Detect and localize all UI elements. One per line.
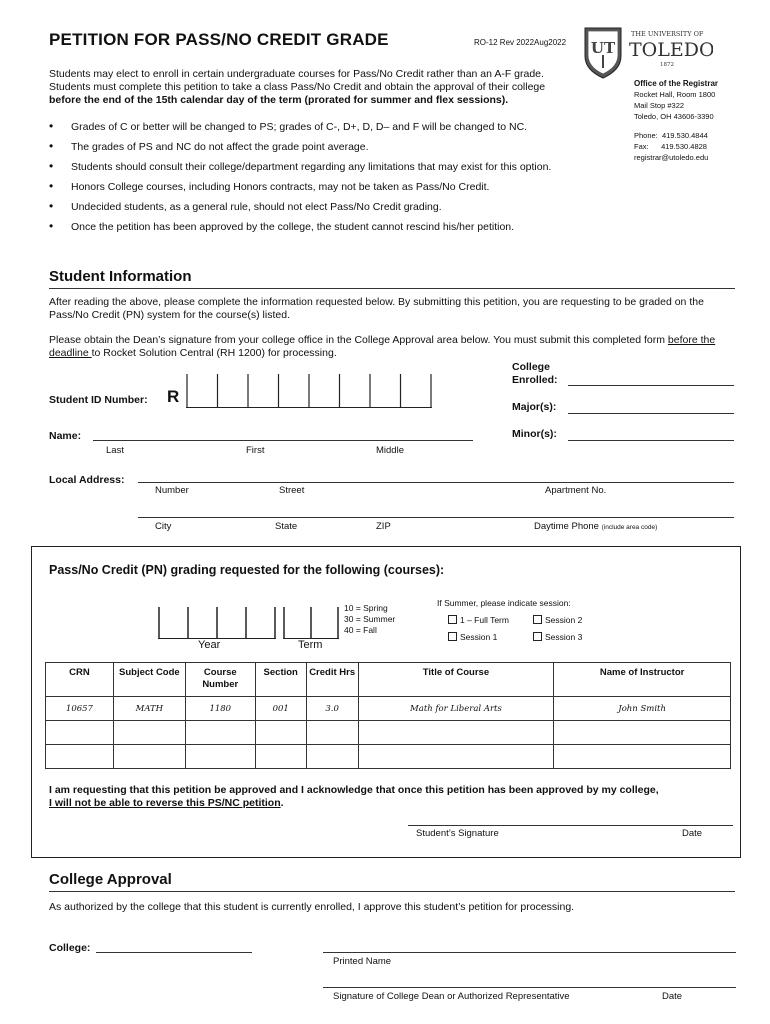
office-fax: Fax: 419.530.4828 <box>634 142 707 151</box>
addr-state-caption: State <box>275 521 298 532</box>
minor-input[interactable] <box>568 440 734 441</box>
major-label: Major(s): <box>512 401 557 413</box>
list-item: • Students should consult their college/department regarding any limitations that may exist for this option. <box>49 160 609 180</box>
col-title: Title of Course <box>358 663 554 697</box>
student-date-caption: Date <box>682 828 703 839</box>
list-item: • Honors College courses, including Honors contracts, may not be taken as Pass/No Credit. <box>49 180 609 200</box>
section-divider <box>49 891 735 892</box>
courses-table <box>45 662 731 769</box>
student-info-para2: Please obtain the Dean’s signature from your college office in the College Approval area below. You must submit this completed form before the deadline to Rocket Solution Central (RH 1200) for processing. <box>49 334 716 359</box>
student-info-heading: Student Information <box>49 268 192 285</box>
rules-list <box>49 120 609 240</box>
table-row <box>46 697 731 721</box>
office-line2: Mail Stop #322 <box>634 101 685 110</box>
cell-course-number[interactable] <box>185 721 255 745</box>
col-course-number: Course Number <box>185 663 255 697</box>
cell-subject[interactable] <box>113 745 185 769</box>
list-item: • Grades of C or better will be changed to PS; grades of C-, D+, D, D– and F will be changed to NC. <box>49 120 609 140</box>
cell-subject[interactable]: MATH <box>113 697 185 721</box>
session-3-option[interactable]: Session 3 <box>533 632 582 642</box>
logo-top-text: THE UNIVERSITY OF <box>631 30 704 38</box>
checkbox[interactable] <box>448 615 457 624</box>
section-divider <box>49 288 735 289</box>
office-line1: Rocket Hall, Room 1800 <box>634 90 716 99</box>
cell-section[interactable]: 001 <box>255 697 306 721</box>
term-input[interactable] <box>283 607 339 639</box>
col-instructor: Name of Instructor <box>554 663 731 697</box>
addr-apt-caption: Apartment No. <box>545 485 607 496</box>
cell-title[interactable] <box>358 721 554 745</box>
list-item: • Once the petition has been approved by the college, the student cannot rescind his/her petition. <box>49 220 609 240</box>
term-digit-boxes <box>283 607 339 639</box>
student-info-para1: After reading the above, please complete the information requested below. By submitting this petition, you are requesting to be graded on the Pass/No Credit (PN) system for the course(s) listed. <box>49 296 704 321</box>
cell-course-number[interactable] <box>185 745 255 769</box>
approval-text: As authorized by the college that this student is currently enrolled, I approve this student’s petition for processing. <box>49 901 575 913</box>
office-line3: Toledo, OH 43606-3390 <box>634 112 714 121</box>
college-label: College: <box>49 942 91 954</box>
dean-signature-input[interactable] <box>323 987 736 988</box>
checkbox[interactable] <box>533 615 542 624</box>
logo-year: 1872 <box>660 62 674 68</box>
term-caption: Term <box>298 639 323 651</box>
local-address-label: Local Address: <box>49 474 125 486</box>
logo-name: TOLEDO <box>629 39 713 61</box>
student-id-prefix: R <box>167 387 180 406</box>
registrar-office-info <box>634 78 718 163</box>
cell-instructor[interactable] <box>554 745 731 769</box>
intro-paragraph <box>49 68 569 107</box>
session-1-option[interactable]: Session 1 <box>448 632 497 642</box>
year-caption: Year <box>198 639 221 651</box>
col-credit-hrs: Credit Hrs <box>306 663 358 697</box>
intro-text: Students may elect to enroll in certain undergraduate courses for Pass/No Credit rather than an A-F grade. Students must complete this petition to take a class Pass/No Credit and obtain the approval of their college <box>49 68 546 93</box>
cell-subject[interactable] <box>113 721 185 745</box>
cell-section[interactable] <box>255 721 306 745</box>
cell-crn[interactable] <box>46 721 114 745</box>
college-enrolled-input[interactable] <box>568 385 734 386</box>
cell-credit[interactable]: 3.0 <box>306 697 358 721</box>
table-row <box>46 721 731 745</box>
form-number: RO-12 Rev 2022Aug2022 <box>474 38 567 47</box>
printed-name-input[interactable] <box>323 952 736 953</box>
address-line1-input[interactable] <box>138 482 734 483</box>
year-digit-boxes <box>158 607 276 639</box>
name-first-caption: First <box>246 445 265 456</box>
cell-course-number[interactable]: 1180 <box>185 697 255 721</box>
term-codes-legend: 10 = Spring 30 = Summer 40 = Fall <box>344 603 396 635</box>
cell-instructor[interactable] <box>554 721 731 745</box>
name-label: Name: <box>49 430 82 442</box>
university-logo <box>583 26 713 80</box>
name-last-caption: Last <box>106 445 124 456</box>
student-id-field[interactable] <box>186 374 432 408</box>
col-section: Section <box>255 663 306 697</box>
printed-name-caption: Printed Name <box>333 956 392 967</box>
list-item: • The grades of PS and NC do not affect the grade point average. <box>49 140 609 160</box>
cell-title[interactable]: Math for Liberal Arts <box>358 697 554 721</box>
student-signature-input[interactable] <box>408 825 733 826</box>
intro-deadline-text: before the end of the 15th calendar day of the term (prorated for summer and flex sessions). <box>49 94 509 106</box>
col-subject-code: Subject Code <box>113 663 185 697</box>
office-email: registrar@utoledo.edu <box>634 153 709 162</box>
addr-zip-caption: ZIP <box>376 521 391 532</box>
minor-label: Minor(s): <box>512 428 557 440</box>
addr-street-caption: Street <box>279 485 305 496</box>
student-signature-caption: Student’s Signature <box>416 828 499 839</box>
college-approval-heading: College Approval <box>49 871 172 888</box>
cell-title[interactable] <box>358 745 554 769</box>
dean-date-caption: Date <box>662 991 683 1002</box>
cell-crn[interactable] <box>46 745 114 769</box>
name-input[interactable] <box>93 440 473 441</box>
dean-signature-caption: Signature of College Dean or Authorized Representative <box>333 991 570 1002</box>
name-middle-caption: Middle <box>376 445 404 456</box>
cell-instructor[interactable]: John Smith <box>554 697 731 721</box>
addr-phone-caption: Daytime Phone (include area code) <box>534 521 658 532</box>
id-digit-boxes <box>186 374 432 408</box>
list-item: • Undecided students, as a general rule, should not elect Pass/No Credit grading. <box>49 200 609 220</box>
cell-credit[interactable] <box>306 721 358 745</box>
session-full-term-option[interactable]: 1 – Full Term <box>448 615 509 625</box>
logo-initials: UT <box>590 39 616 57</box>
cell-credit[interactable] <box>306 745 358 769</box>
checkbox[interactable] <box>448 632 457 641</box>
cell-section[interactable] <box>255 745 306 769</box>
year-input[interactable] <box>158 607 276 639</box>
col-crn: CRN <box>46 663 114 697</box>
address-line2-input[interactable] <box>138 517 734 518</box>
form-title: PETITION FOR PASS/NO CREDIT GRADE <box>49 30 389 49</box>
table-row <box>46 745 731 769</box>
summer-session-label: If Summer, please indicate session: <box>437 598 571 608</box>
office-name: Office of the Registrar <box>634 79 719 88</box>
checkbox[interactable] <box>533 632 542 641</box>
major-input[interactable] <box>568 413 734 414</box>
session-2-option[interactable]: Session 2 <box>533 615 582 625</box>
addr-city-caption: City <box>155 521 172 532</box>
acknowledgement-text: I am requesting that this petition be approved and I acknowledge that once this petition has been approved by my college, I will not be able to reverse this PS/NC petition. <box>49 784 659 809</box>
college-enrolled-label: College Enrolled: <box>512 361 558 386</box>
college-input[interactable] <box>96 952 252 953</box>
pn-heading: Pass/No Credit (PN) grading requested for the following (courses): <box>49 563 445 577</box>
student-id-label: Student ID Number: <box>49 394 148 406</box>
addr-number-caption: Number <box>155 485 189 496</box>
cell-crn[interactable]: 10657 <box>46 697 114 721</box>
office-phone: Phone: 419.530.4844 <box>634 131 708 140</box>
table-header-row <box>46 663 731 697</box>
ut-shield-icon <box>583 26 713 80</box>
